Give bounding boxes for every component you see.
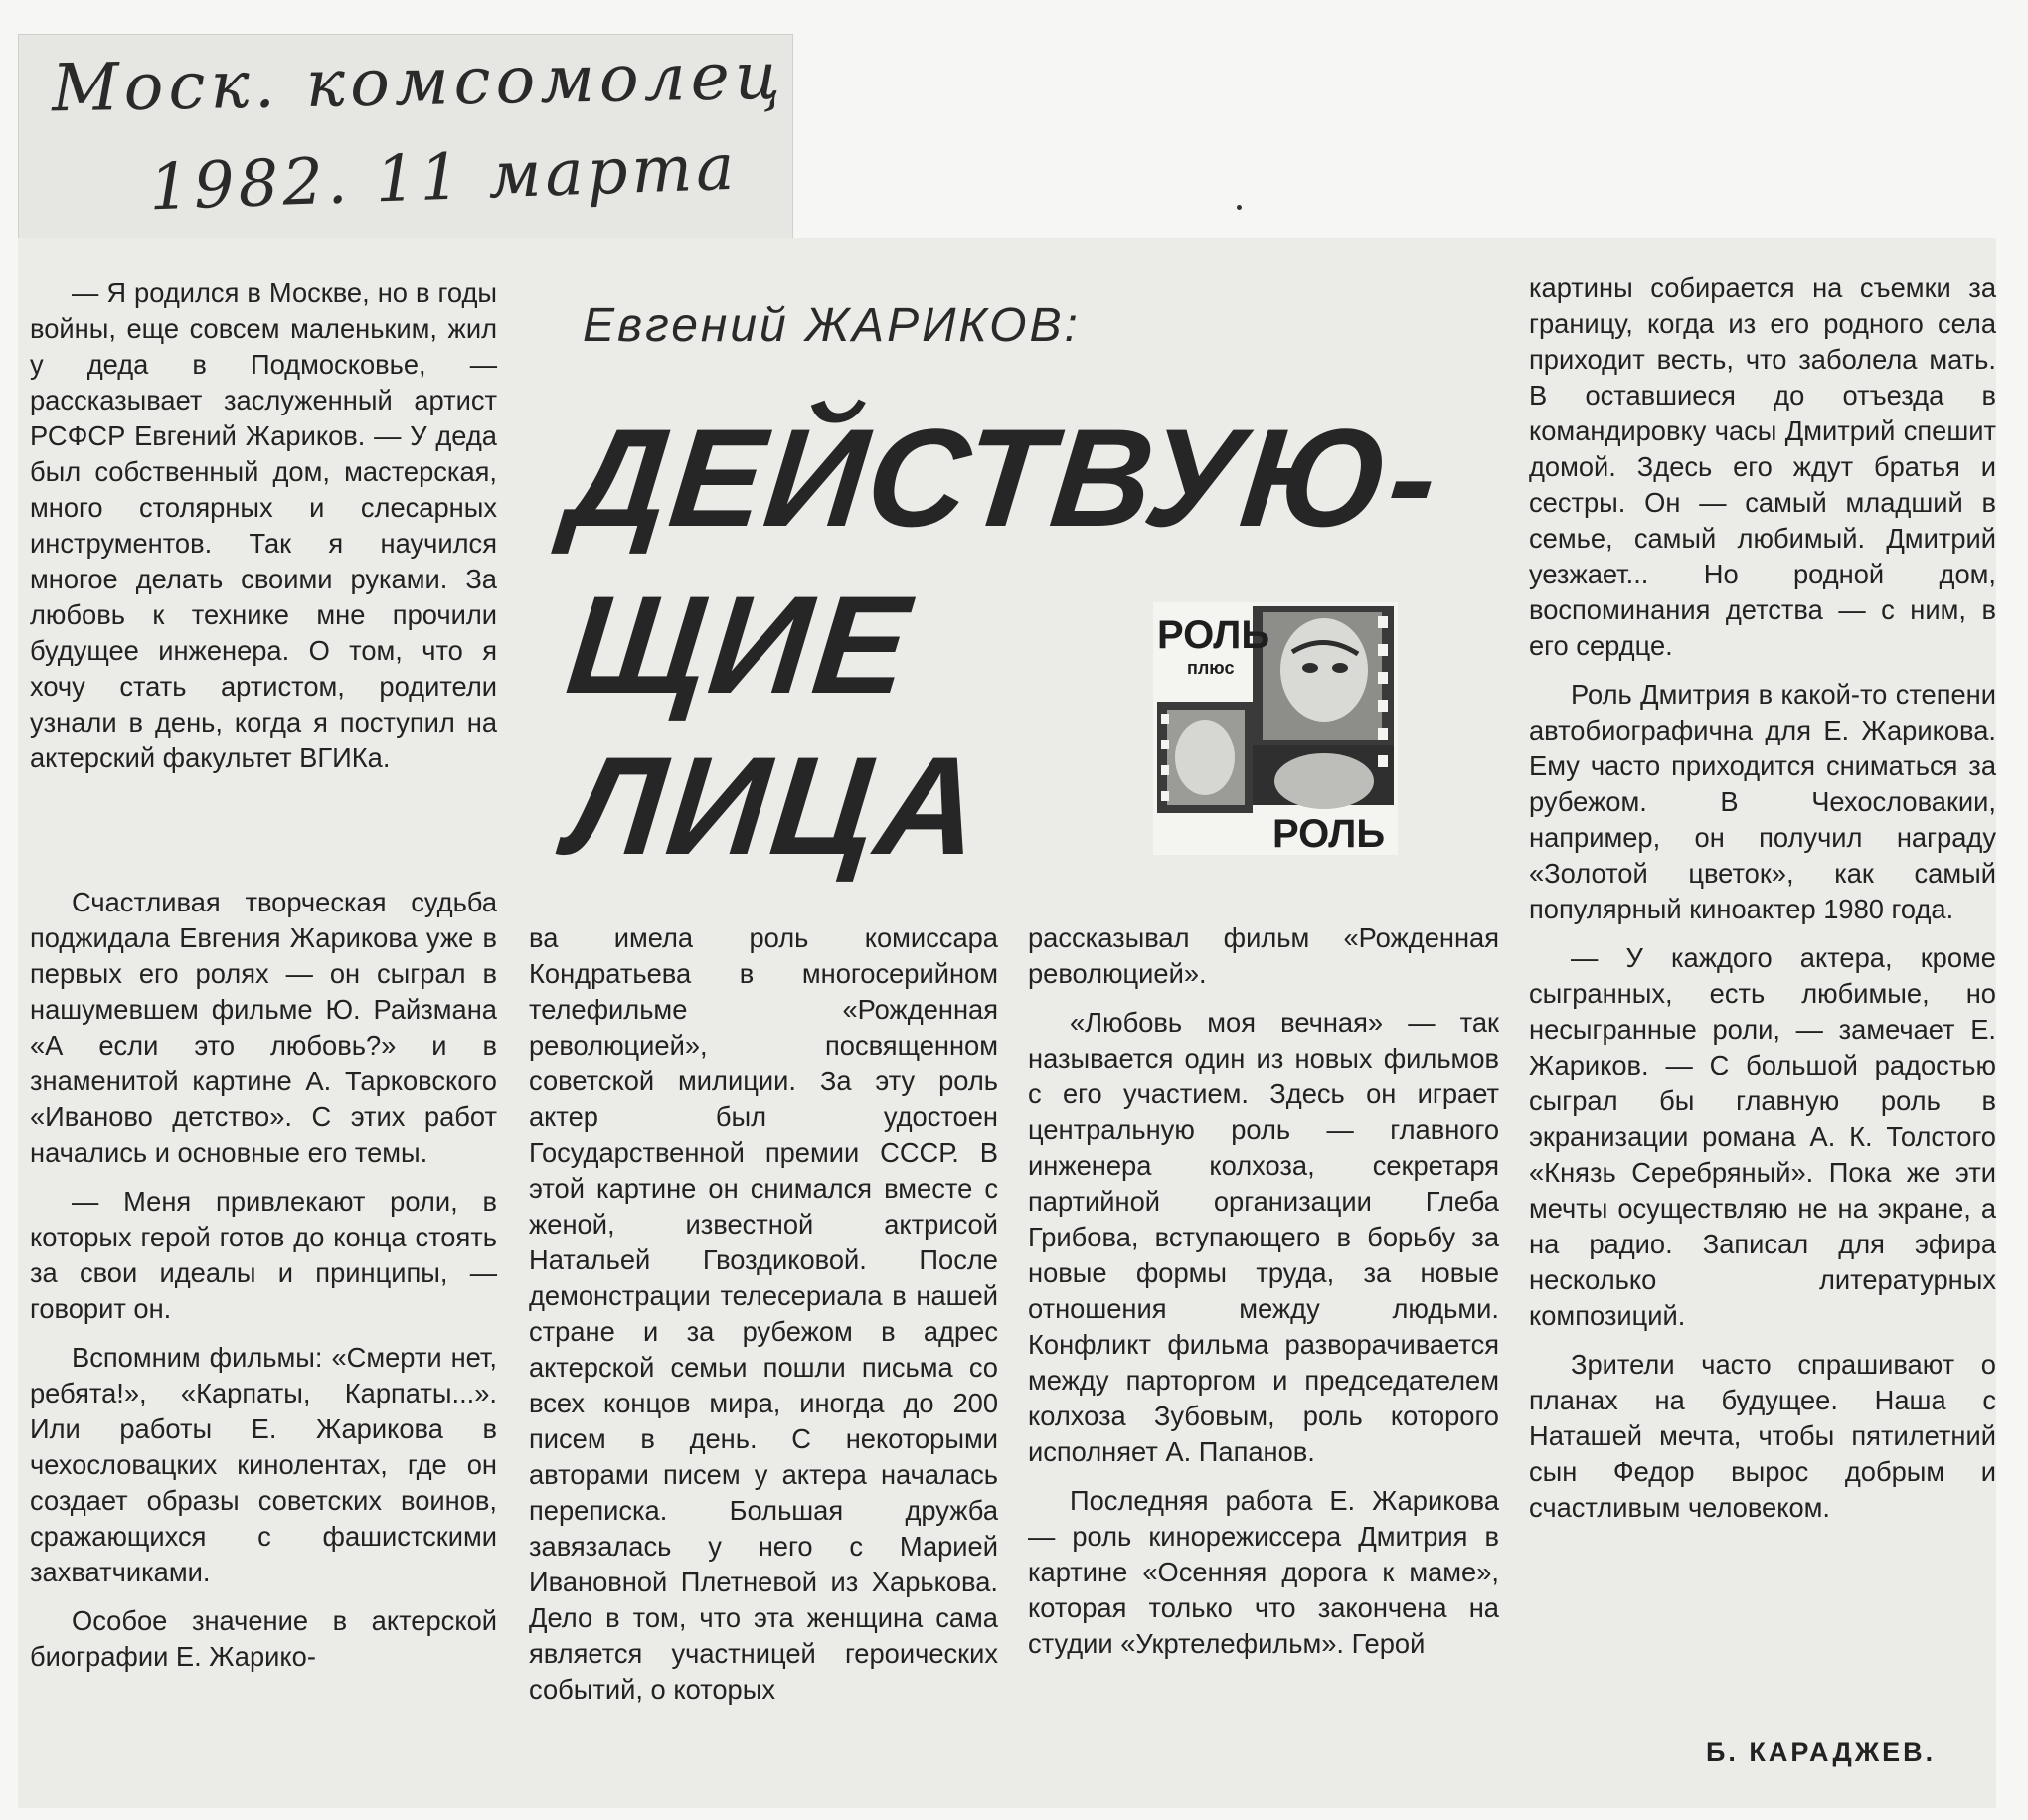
rubric-film-strip-logo: [1153, 602, 1398, 855]
paragraph: — Меня привлекают роли, в которых герой готов до конца стоять за свои идеалы и принципы, — говорит он.: [30, 1186, 497, 1324]
paragraph: ва имела роль комиссара Кондратьева в многосерийном телефильме «Рожденная революцией», посвященном советской милиции. За эту роль актер был удостоен Государственной премии СССР. В этой картине он снимался вместе с женой, известной актрисой Натальей Гвоздиковой. После демонстрации телесериала в нашей стране и за рубежом в адрес актерской семьи пошли письма со всех концов мира, иногда до 200 писем в день. С некоторыми авторами писем у актера началась переписка. Большая дружба завязалась у него с Марией Ивановной Плетневой из Харькова. Дело в том, что эта женщина сама является участницей героических событий, о которых: [529, 922, 998, 1705]
column-4: [1529, 270, 1996, 1539]
headline-line-2: ЩИЕ: [560, 567, 920, 723]
paragraph: Последняя работа Е. Жарикова — роль кинорежиссера Дмитрия в картине «Осенняя дорога к маме», которая только что закончена на студии «Укртелефильм». Герой: [1028, 1485, 1499, 1659]
paragraph: «Любовь моя вечная» — так называется один из новых фильмов с его участием. Здесь он играет центральную роль — главного инженера колхоза, секретаря партийной организации Глеба Грибова, вступающего в борьбу за новые формы труда, за новые отношения между людьми. Конфликт фильма разворачивается между парторгом и председателем колхоза Зубовым, роль которого исполняет А. Папанов.: [1028, 1007, 1499, 1467]
handwritten-date: 1982. 11 марта: [147, 130, 740, 226]
paragraph: Роль Дмитрия в какой-то степени автобиографична для Е. Жарикова. Ему часто приходится сниматься за рубежом. В Чехословакии, например, он получил награду «Золотой цветок», как самый популярный киноактер 1980 года.: [1529, 679, 1996, 924]
paragraph: Вспомним фильмы: «Смерти нет, ребята!», «Карпаты, Карпаты...». Или работы Е. Жарикова в чехословацких кинолентах, где он создает образы советских воинов, сражающихся с фашистскими захватчиками.: [30, 1342, 497, 1587]
column-2: [529, 920, 998, 1721]
rubric-bottom-text: РОЛЬ: [1272, 812, 1386, 855]
speck: [1237, 205, 1242, 210]
paragraph: картины собирается на съемки за границу, когда из его родного села приходит весть, что заболела мать. В оставшиеся до отъезда в командировку часы Дмитрий спешит домой. Здесь его ждут братья и сестры. Он — самый младший в семье, самый любимый. Дмитрий уезжает... Но родной дом, воспоминания детства — с ним, в его сердце.: [1529, 272, 1996, 661]
column-3: [1028, 920, 1499, 1675]
paragraph: — Я родился в Москве, но в годы войны, еще совсем маленьким, жил у деда в Подмосковье, — рассказывает заслуженный артист РСФСР Евгений Жариков. — У деда был собственный дом, мастерская, много столярных и слесарных инструментов. Так я научился многое делать своими руками. За любовь к технике мне прочили будущее инженера. О том, что я хочу стать артистом, родители узнали в день, когда я поступил на актерский факультет ВГИКа.: [30, 277, 497, 773]
rubric-middle-text: плюс: [1187, 658, 1235, 678]
handwritten-source: Моск. комсомолец: [51, 37, 786, 127]
paragraph: Особое значение в актерской биографии Е. Жарико-: [30, 1605, 497, 1672]
column-1-bottom: [30, 885, 497, 1688]
author-signature: Б. КАРАДЖЕВ.: [1706, 1737, 1937, 1767]
paragraph: Зрители часто спрашивают о планах на будущее. Наша с Наташей мечта, чтобы пятилетний сын Федор вырос добрым и счастливым человеком.: [1529, 1349, 1996, 1523]
headline-kicker: Евгений ЖАРИКОВ:: [583, 299, 1081, 352]
headline-line-3: ЛИЦА: [560, 728, 991, 884]
paragraph: — У каждого актера, кроме сыгранных, есть любимые, но несыгранные роли, — замечает Е. Жариков. — С большой радостью сыграл бы главную роль в экранизации романа А. К. Толстого «Князь Серебряный». Пока же эти мечты осуществляю не на экране, а на радио. Записал для эфира несколько литературных композиций.: [1529, 942, 1996, 1331]
headline-line-1: ДЕЙСТВУЮ-: [560, 400, 1446, 556]
column-1-top: [30, 275, 497, 789]
paragraph: рассказывал фильм «Рожденная революцией».: [1028, 922, 1499, 989]
paragraph: Счастливая творческая судьба поджидала Евгения Жарикова уже в первых его ролях — он сыграл в нашумевшем фильме Ю. Райзмана «А если это любовь?» и в знаменитой картине А. Тарковского «Иваново детство». С этих работ начались и основные его темы.: [30, 887, 497, 1168]
rubric-top-text: РОЛЬ: [1157, 613, 1270, 657]
